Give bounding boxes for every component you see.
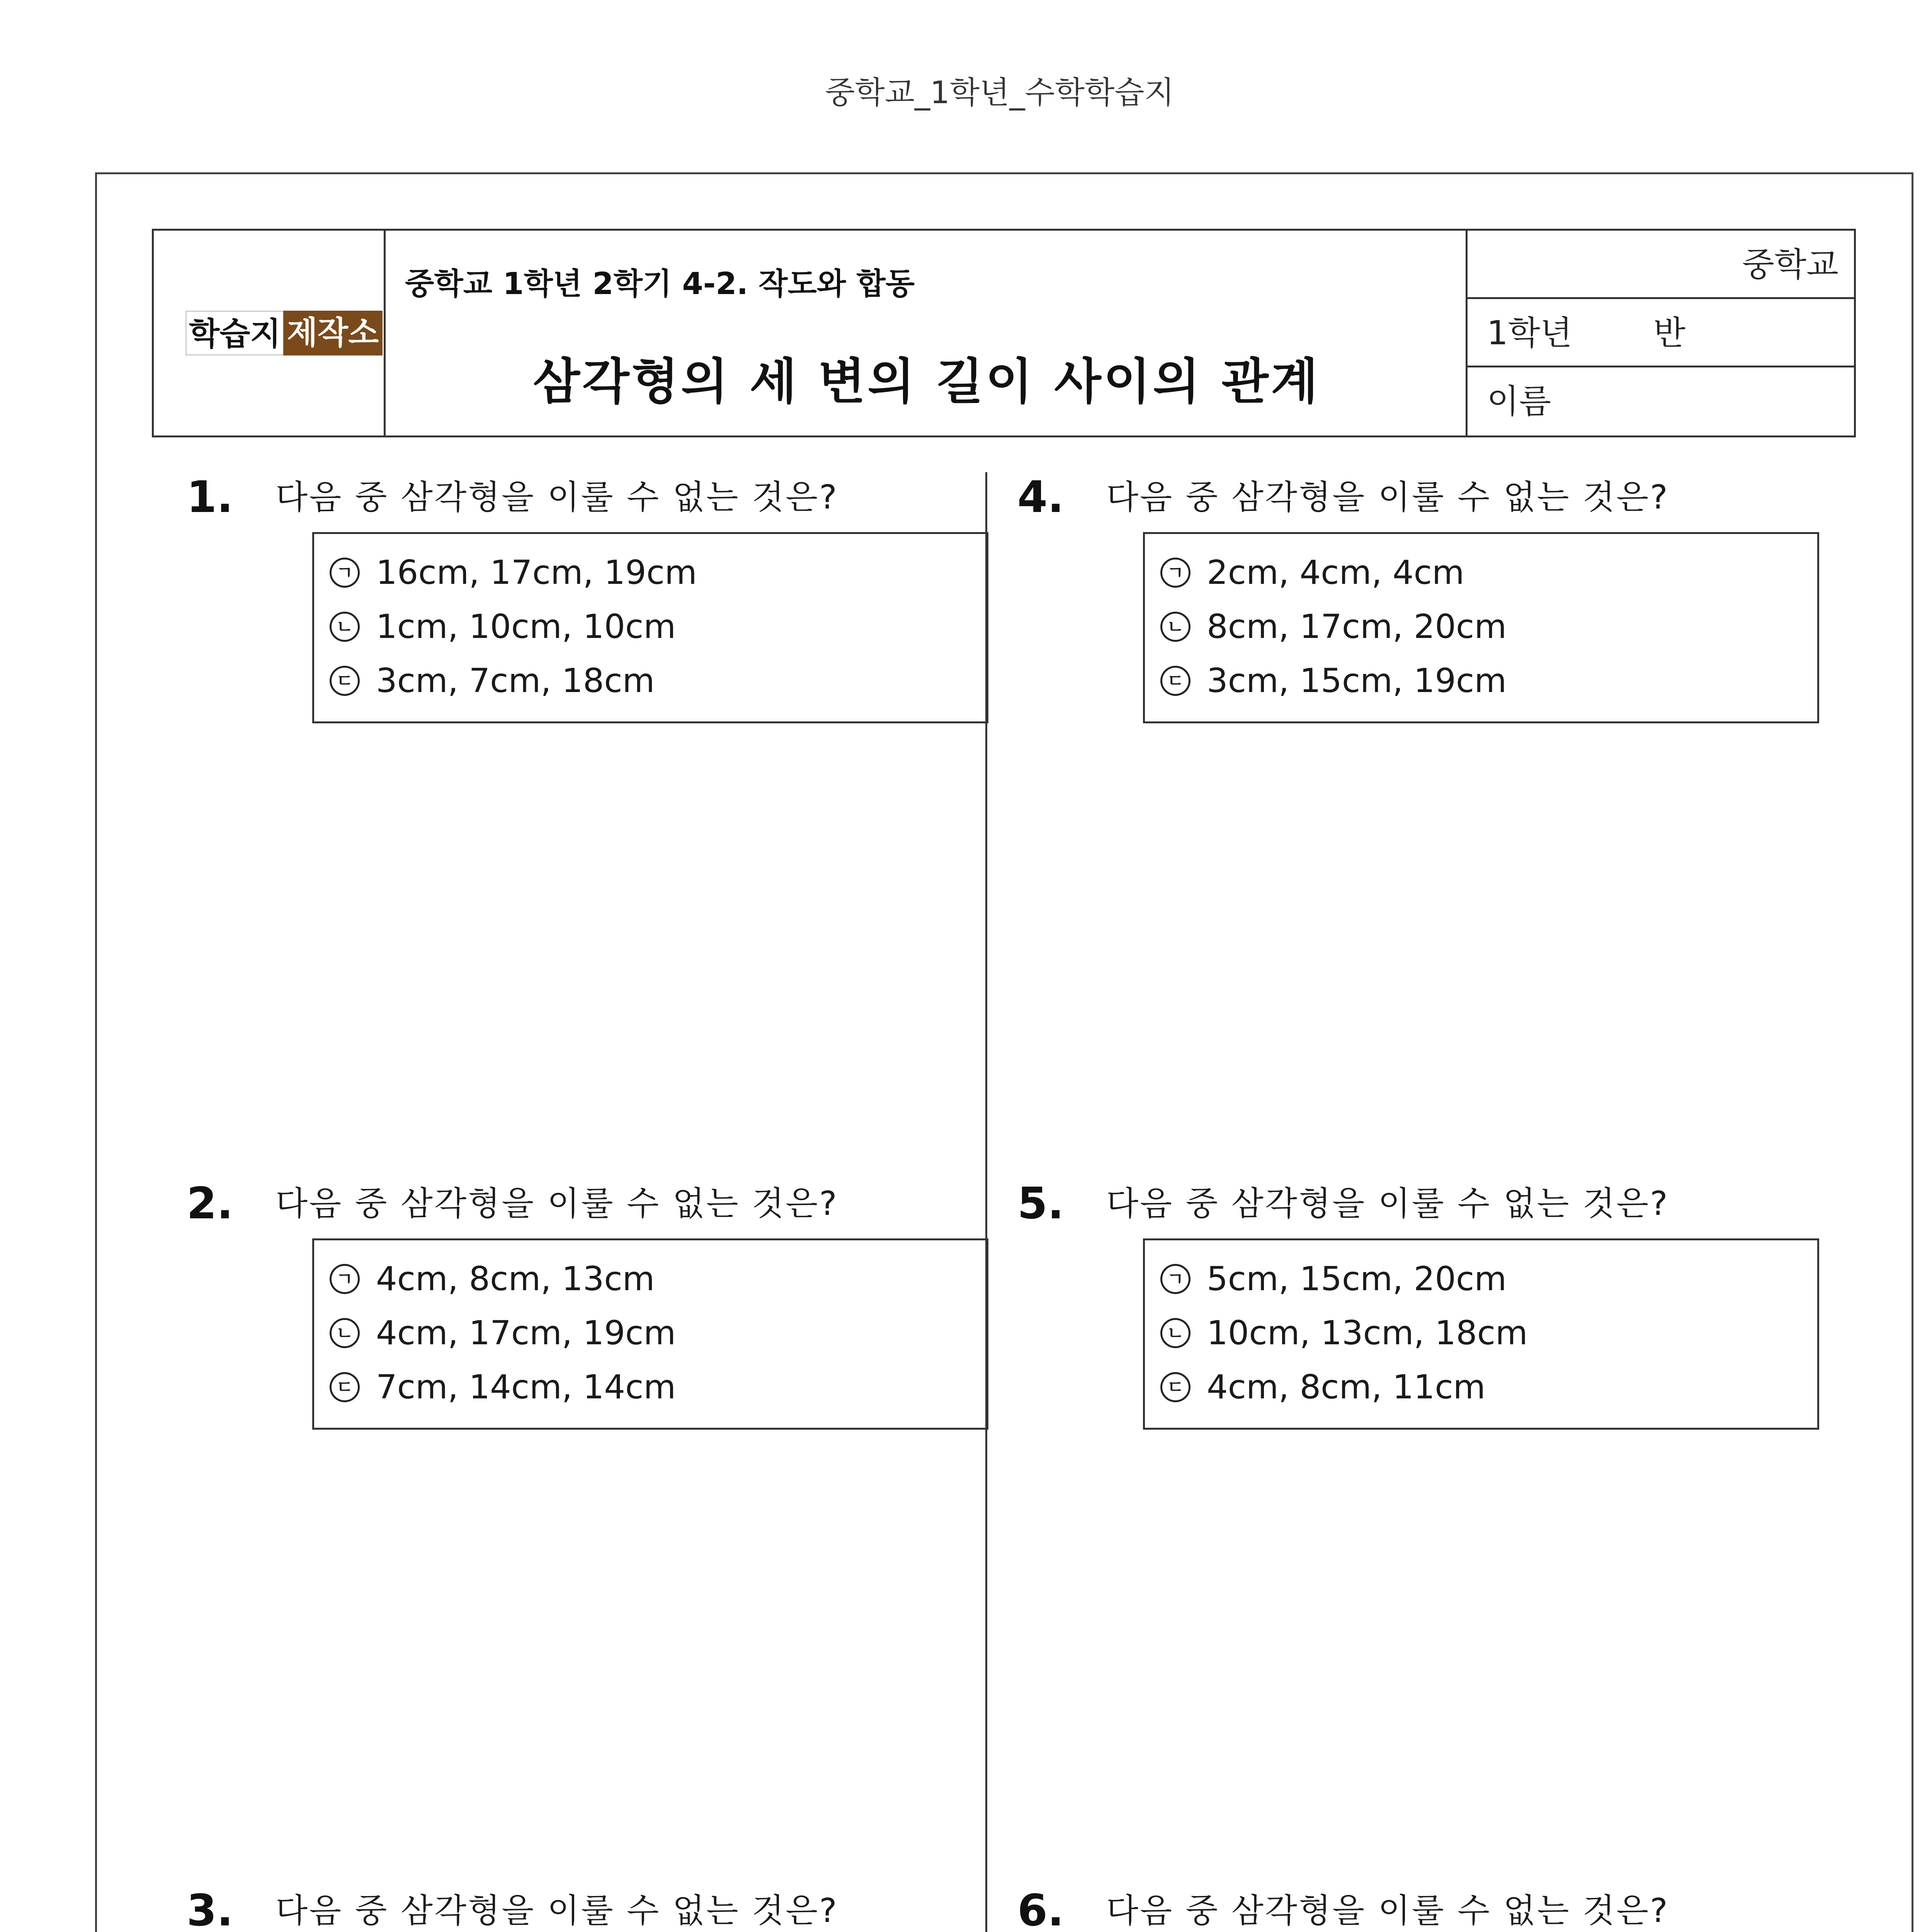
- option-text: 10cm, 13cm, 18cm: [1207, 1314, 1528, 1352]
- circled-marker-icon: ㄷ: [1160, 1372, 1190, 1402]
- options-box: [1143, 532, 1819, 723]
- option-2: [1160, 607, 1507, 646]
- name-label: 이름: [1487, 382, 1551, 421]
- option-3: [330, 662, 655, 700]
- unit-subtitle: 중학교 1학년 2학기 4-2. 작도와 합동: [405, 267, 915, 301]
- option-2: [330, 607, 676, 646]
- worksheet-title: 삼각형의 세 변의 길이 사이의 관계: [533, 353, 1320, 410]
- circled-marker-icon: ㄴ: [330, 612, 360, 642]
- option-text: 5cm, 15cm, 20cm: [1207, 1260, 1507, 1298]
- problem-number: 1.: [187, 472, 233, 522]
- circled-marker-icon: ㄷ: [1160, 666, 1190, 696]
- student-info-cell: [1466, 231, 1854, 435]
- options-box: [1143, 1238, 1819, 1430]
- option-text: 3cm, 15cm, 19cm: [1207, 662, 1507, 700]
- option-text: 2cm, 4cm, 4cm: [1207, 553, 1464, 592]
- option-1: [1160, 1260, 1507, 1298]
- option-text: 4cm, 8cm, 13cm: [376, 1260, 655, 1298]
- school-row: [1468, 231, 1854, 299]
- school-label: 중학교: [1742, 245, 1838, 284]
- option-text: 16cm, 17cm, 19cm: [376, 553, 697, 592]
- option-text: 3cm, 7cm, 18cm: [376, 662, 655, 700]
- document-header: 중학교_1학년_수학학습지: [825, 75, 1174, 111]
- circled-marker-icon: ㄷ: [330, 666, 360, 696]
- title-table: [152, 229, 1856, 437]
- logo-cell: [154, 231, 386, 435]
- problem-number: 6.: [1017, 1886, 1064, 1932]
- logo-text-part2: 제작소: [283, 311, 383, 355]
- problem-question: 다음 중 삼각형을 이룰 수 없는 것은?: [1106, 478, 1669, 517]
- problem-question: 다음 중 삼각형을 이룰 수 없는 것은?: [276, 478, 838, 517]
- circled-marker-icon: ㄴ: [330, 1318, 360, 1348]
- publisher-logo: [185, 311, 383, 355]
- problem-5: [1017, 1179, 1829, 1449]
- problem-number: 4.: [1017, 472, 1064, 522]
- problem-6: [1017, 1886, 1829, 1932]
- name-row: [1468, 367, 1854, 436]
- problem-question: 다음 중 삼각형을 이룰 수 없는 것은?: [276, 1184, 838, 1223]
- option-text: 4cm, 17cm, 19cm: [376, 1314, 676, 1352]
- circled-marker-icon: ㄱ: [1160, 558, 1190, 588]
- option-2: [330, 1314, 676, 1352]
- option-1: [1160, 553, 1464, 592]
- options-box: [312, 1238, 988, 1430]
- problem-4: [1017, 472, 1829, 743]
- circled-marker-icon: ㄴ: [1160, 1318, 1190, 1348]
- problem-3: [187, 1886, 998, 1932]
- circled-marker-icon: ㄱ: [1160, 1264, 1190, 1294]
- circled-marker-icon: ㄱ: [330, 1264, 360, 1294]
- option-text: 8cm, 17cm, 20cm: [1207, 607, 1507, 646]
- circled-marker-icon: ㄴ: [1160, 612, 1190, 642]
- option-text: 4cm, 8cm, 11cm: [1207, 1368, 1486, 1406]
- problem-number: 5.: [1017, 1179, 1064, 1229]
- option-2: [1160, 1314, 1528, 1352]
- grade-label: 1학년: [1487, 314, 1572, 352]
- option-text: 7cm, 14cm, 14cm: [376, 1368, 676, 1406]
- option-3: [330, 1368, 676, 1406]
- circled-marker-icon: ㄱ: [330, 558, 360, 588]
- grade-class-row: [1468, 299, 1854, 367]
- option-1: [330, 553, 697, 592]
- problem-2: [187, 1179, 998, 1449]
- logo-text-part1: 학습지: [185, 311, 283, 355]
- problem-1: [187, 472, 998, 743]
- problem-number: 3.: [187, 1886, 233, 1932]
- class-label: 반: [1653, 314, 1685, 352]
- option-3: [1160, 1368, 1485, 1406]
- option-3: [1160, 662, 1507, 700]
- circled-marker-icon: ㄷ: [330, 1372, 360, 1402]
- option-1: [330, 1260, 655, 1298]
- problem-number: 2.: [187, 1179, 233, 1229]
- problem-question: 다음 중 삼각형을 이룰 수 없는 것은?: [276, 1891, 838, 1930]
- option-text: 1cm, 10cm, 10cm: [376, 607, 676, 646]
- problem-question: 다음 중 삼각형을 이룰 수 없는 것은?: [1106, 1891, 1669, 1930]
- options-box: [312, 532, 988, 723]
- problem-question: 다음 중 삼각형을 이룰 수 없는 것은?: [1106, 1184, 1669, 1223]
